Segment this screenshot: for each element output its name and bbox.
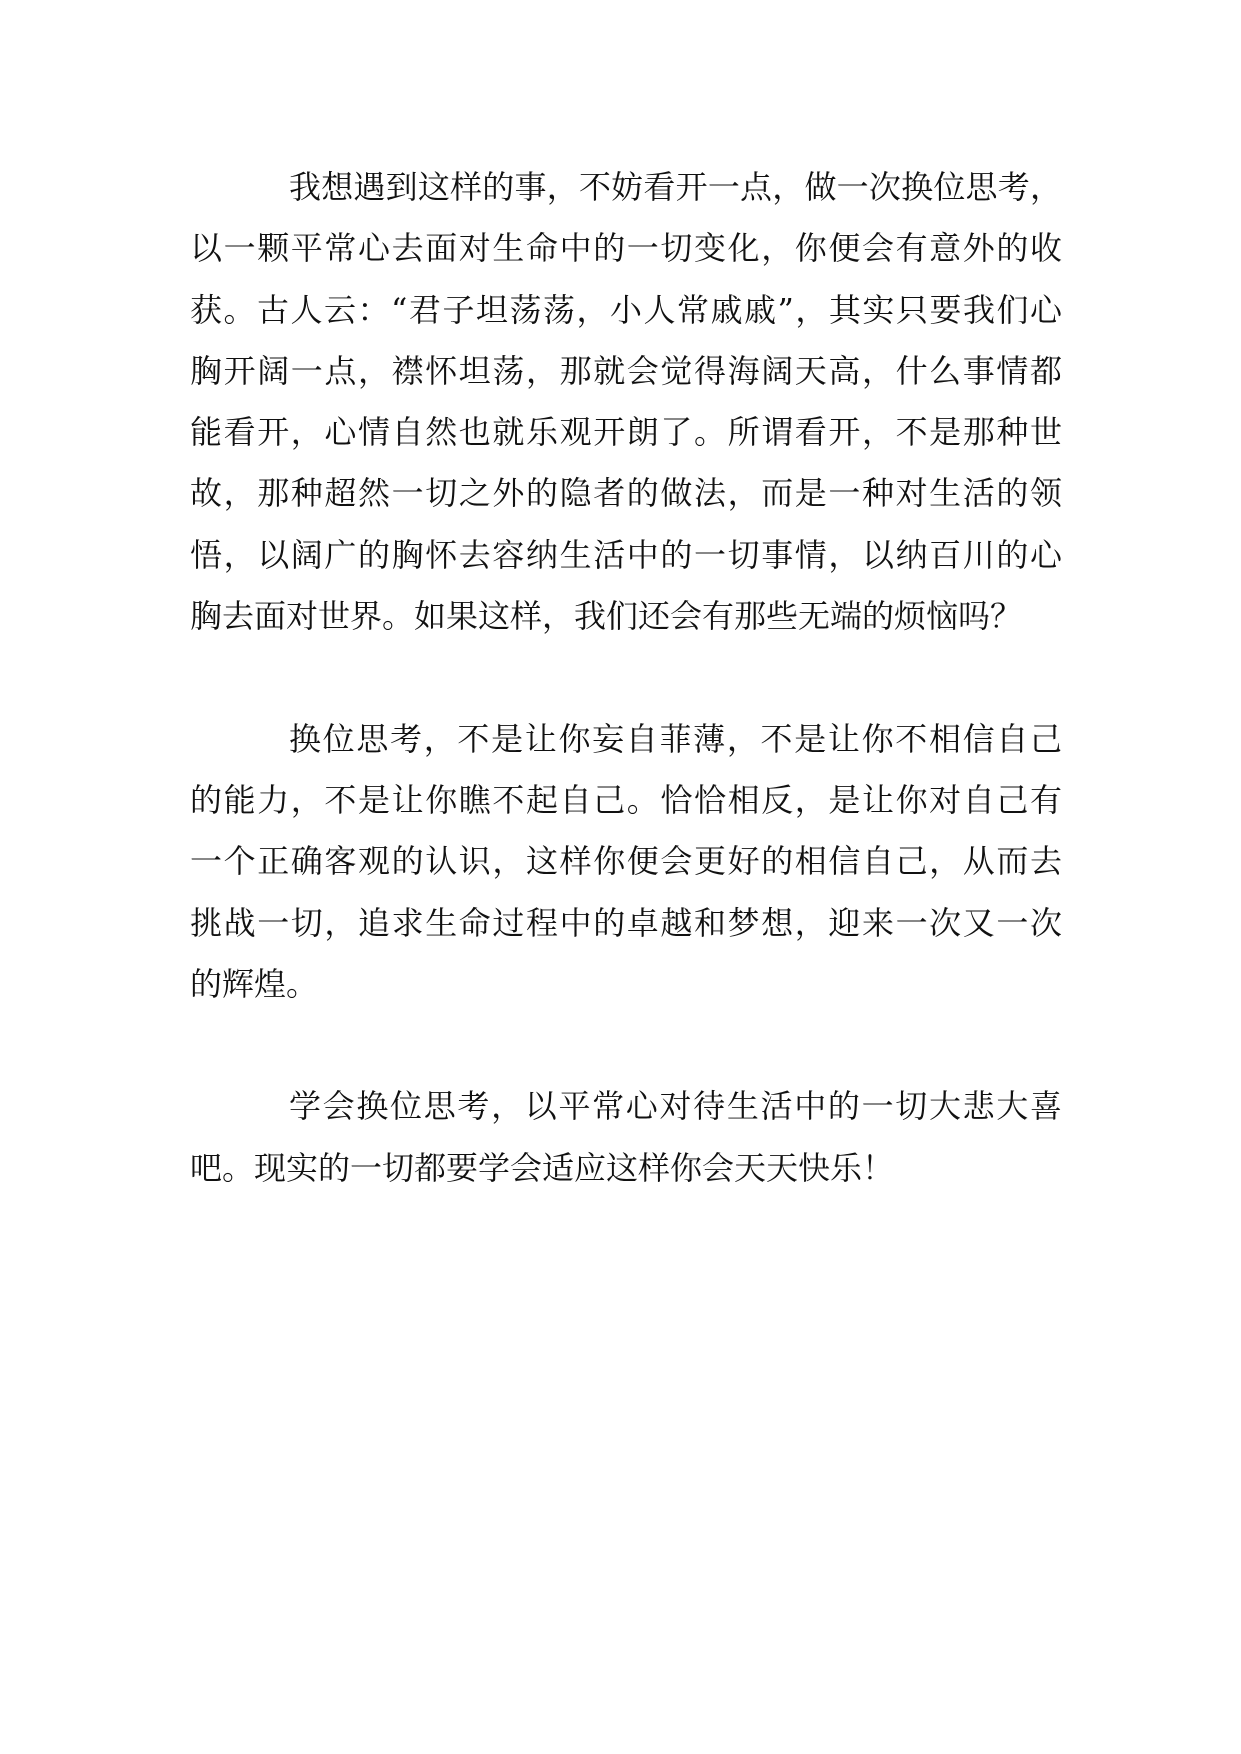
paragraph-line: 我想遇到这样的事，不妨看开一点，做一次换位思考，: [289, 168, 1062, 206]
paragraph-line: 吧。现实的一切都要学会适应这样你会天天快乐！: [190, 1148, 895, 1187]
paragraph-line: 胸去面对世界。如果这样，我们还会有那些无端的烦恼吗？: [190, 597, 1023, 636]
paragraph-line: 的辉煌。: [190, 964, 319, 1003]
paragraph-1: [190, 157, 1062, 647]
paragraph-3: [190, 1076, 1062, 1199]
document-body: [190, 157, 1062, 1199]
paragraph-line: 悟，以阔广的胸怀去容纳生活中的一切事情，以纳百川的心: [190, 535, 1062, 574]
paragraph-line: 以一颗平常心去面对生命中的一切变化，你便会有意外的收: [190, 229, 1062, 268]
paragraph-line: 的能力，不是让你瞧不起自己。恰恰相反，是让你对自己有: [190, 780, 1062, 819]
paragraph-line: 学会换位思考，以平常心对待生活中的一切大悲大喜: [289, 1087, 1062, 1126]
paragraph-line: 获。古人云：“君子坦荡荡，小人常戚戚”，其实只要我们心: [190, 290, 1062, 329]
paragraph-spacer: [190, 647, 1062, 708]
paragraph-line: 胸开阔一点，襟怀坦荡，那就会觉得海阔天高，什么事情都: [190, 351, 1062, 390]
paragraph-line: 换位思考，不是让你妄自菲薄，不是让你不相信自己: [289, 719, 1062, 758]
paragraph-line: 一个正确客观的认识，这样你便会更好的相信自己，从而去: [190, 842, 1062, 881]
paragraph-line: 挑战一切，追求生命过程中的卓越和梦想，迎来一次又一次: [190, 903, 1062, 942]
paragraph-2: [190, 709, 1062, 1015]
paragraph-line: 能看开，心情自然也就乐观开朗了。所谓看开，不是那种世: [190, 413, 1062, 452]
paragraph-spacer: [190, 1015, 1062, 1076]
paragraph-line: 故，那种超然一切之外的隐者的做法，而是一种对生活的领: [190, 474, 1062, 513]
